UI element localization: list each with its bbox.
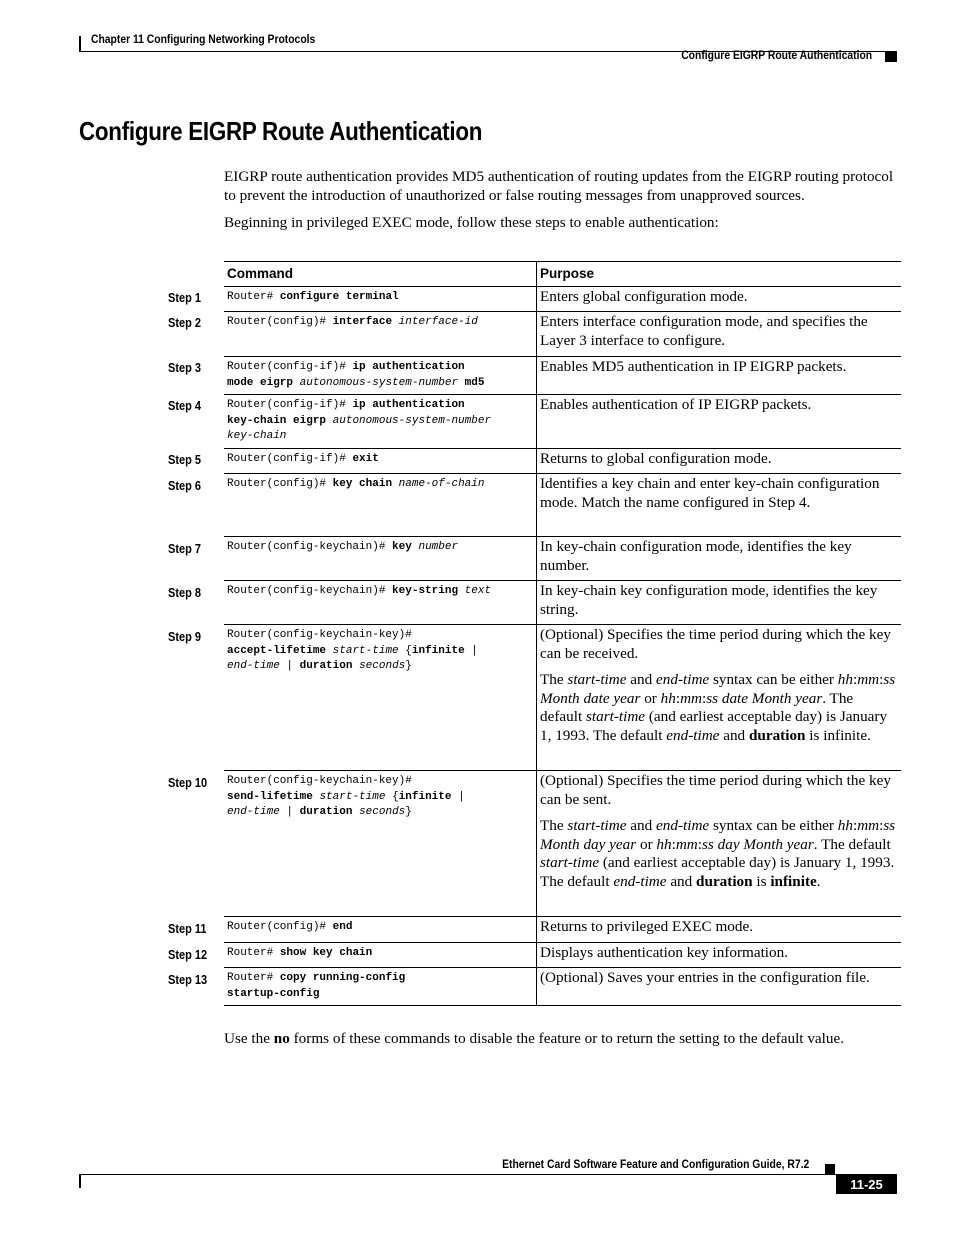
cli-prompt: Router(config)# [227, 921, 327, 933]
cli-prompt: Router# [227, 972, 274, 984]
cli-keyword: interface [332, 316, 393, 328]
cli-prompt: Router(config-if)# [227, 453, 346, 465]
note-term: ss Month day year [540, 817, 896, 853]
page-number: 11-25 [836, 1175, 897, 1194]
cli-argument: seconds [359, 660, 406, 672]
note-term: end-time [656, 817, 710, 834]
command-cell [224, 357, 537, 395]
cli-pipe: | [286, 806, 294, 818]
purpose-cell: Enters global configuration mode. [537, 287, 902, 312]
cli-argument: autonomous-system-number [299, 376, 459, 389]
command-cell [224, 917, 537, 943]
step-label: Step 10 [168, 776, 208, 790]
note-text: or [640, 689, 661, 707]
cli-keyword: startup-config [227, 987, 320, 1000]
note-term: start-time [567, 817, 627, 834]
note-term: hh [837, 671, 853, 688]
note-text: syntax can be either [709, 817, 838, 834]
note-text: : [879, 817, 884, 834]
command-cell [224, 287, 537, 312]
purpose-cell: Returns to global configuration mode. [537, 449, 902, 474]
command-cell [224, 943, 537, 968]
table-row [224, 449, 901, 474]
cli-prompt: Router(config)# [227, 316, 327, 328]
note-text: : [702, 689, 707, 707]
note-term: start-time [567, 671, 627, 688]
table-header-row [224, 262, 901, 287]
cli-prompt: Router(config-if)# [227, 399, 346, 411]
note-text: (and earliest acceptable day) is January 1, 1993. The default [540, 854, 895, 890]
purpose-cell: Enables authentication of IP EIGRP packets. [537, 395, 902, 449]
note-text: . The default [813, 835, 891, 853]
table-row [224, 771, 901, 917]
footer-doc-title: Ethernet Card Software Feature and Configuration Guide, R7.2 [501, 1159, 809, 1171]
header-chapter: Chapter 11 Configuring Networking Protocols [91, 34, 316, 46]
note-term: ss Month date year [540, 671, 896, 707]
note-text: : [697, 835, 703, 853]
cli-keyword: duration [299, 806, 353, 818]
column-header-purpose: Purpose [537, 262, 902, 287]
command-cell [224, 474, 537, 537]
cli-brace: { [392, 790, 399, 803]
purpose-cell [537, 771, 902, 917]
cli-keyword: duration [299, 660, 353, 672]
header-section: Configure EIGRP Route Authentication [681, 50, 872, 62]
step-label: Step 7 [168, 542, 202, 556]
closing-text: Use the [224, 1030, 274, 1047]
cli-argument: end-time [227, 660, 280, 672]
cli-keyword: show key chain [279, 947, 373, 959]
cli-argument: interface-id [398, 316, 478, 328]
step-label: Step 5 [168, 453, 202, 467]
footer-rule [79, 1174, 897, 1175]
note-term: hh [660, 689, 676, 707]
note-text: : [675, 689, 681, 707]
table-row [224, 474, 901, 537]
note-text: is [752, 872, 771, 890]
purpose-text: (Optional) Specifies the time period during which the key can be received. [540, 626, 891, 662]
cli-prompt: Router(config-keychain)# [227, 541, 386, 553]
note-text: syntax can be either [709, 671, 838, 688]
table-row [224, 581, 901, 625]
cli-pipe: | [286, 660, 294, 672]
note-keyword: duration [748, 726, 806, 744]
cli-keyword: ip authentication [352, 399, 465, 411]
note-text: and [626, 817, 657, 834]
purpose-cell: In key-chain configuration mode, identifies the key number. [537, 537, 902, 581]
cli-prompt: Router# [227, 947, 274, 959]
cli-keyword: key [392, 541, 412, 553]
cli-brace: { [405, 644, 412, 657]
cli-keyword: infinite [398, 790, 452, 803]
note-term: hh [837, 817, 853, 834]
cli-pipe: | [471, 644, 478, 657]
cli-keyword: key-string [392, 585, 459, 597]
cli-keyword: infinite [411, 644, 465, 657]
note-term: end-time [613, 872, 667, 890]
purpose-cell: Enables MD5 authentication in IP EIGRP packets. [537, 357, 902, 395]
note-term: mm [675, 835, 698, 853]
command-cell [224, 449, 537, 474]
intro-paragraph: EIGRP route authentication provides MD5 authentication of routing updates from the EIGRP routing protocol to prevent the introduction of unauthorized or false routing messages from unapproved sources. [224, 168, 894, 204]
command-cell [224, 581, 537, 625]
cli-argument: seconds [359, 806, 406, 818]
cli-argument: start-time [319, 790, 386, 803]
cli-prompt: Router(config-keychain-key)# [227, 775, 412, 787]
note-text: and [626, 671, 657, 688]
cli-argument: number [418, 541, 459, 553]
purpose-cell: Enters interface configuration mode, and specifies the Layer 3 interface to configure. [537, 312, 902, 357]
syntax-note [540, 817, 898, 891]
cli-keyword: configure terminal [279, 291, 399, 303]
table-row [224, 357, 901, 395]
note-term: hh [656, 835, 672, 853]
note-term: mm [857, 671, 880, 688]
cli-keyword: send-lifetime [227, 790, 313, 803]
procedure-table [224, 261, 901, 1006]
note-text: The [540, 671, 568, 688]
note-text: The [540, 817, 568, 834]
cli-keyword: copy running-config [279, 972, 406, 984]
purpose-cell [537, 625, 902, 771]
command-cell [224, 625, 537, 771]
purpose-text: (Optional) Specifies the time period during which the key can be sent. [540, 772, 891, 808]
column-header-command: Command [224, 262, 537, 287]
note-term: mm [680, 689, 702, 707]
purpose-cell: In key-chain key configuration mode, identifies the key string. [537, 581, 902, 625]
cli-argument: end-time [227, 806, 280, 818]
note-term: mm [857, 817, 880, 834]
note-text: . [816, 872, 821, 890]
step-label: Step 12 [168, 948, 208, 962]
note-text: or [636, 835, 657, 853]
note-term: end-time [666, 726, 720, 744]
table-row [224, 968, 901, 1006]
cli-keyword: exit [352, 453, 379, 465]
command-cell [224, 771, 537, 917]
closing-keyword: no [273, 1030, 290, 1047]
note-text: is [805, 726, 824, 744]
step-label: Step 6 [168, 479, 202, 493]
purpose-cell: Returns to privileged EXEC mode. [537, 917, 902, 943]
step-label: Step 4 [168, 399, 202, 413]
cli-argument: autonomous-system-number [332, 414, 492, 427]
note-keyword: duration [696, 872, 753, 890]
table-row [224, 287, 901, 312]
purpose-cell: Displays authentication key information. [537, 943, 902, 968]
note-term: start-time [540, 854, 600, 871]
cli-prompt: Router(config-keychain-key)# [227, 629, 412, 641]
step-label: Step 13 [168, 973, 208, 987]
closing-paragraph [224, 1029, 904, 1048]
header-marker [885, 51, 897, 62]
note-text: : [879, 671, 884, 688]
note-text: and [719, 726, 749, 744]
step-label: Step 1 [168, 291, 202, 305]
note-text: (and earliest acceptable day) is January 1, 1993. The default [540, 708, 888, 744]
note-term: end-time [656, 671, 710, 688]
note-text: infinite. [823, 726, 871, 744]
closing-text: forms of these commands to disable the feature or to return the setting to the default value. [289, 1030, 845, 1047]
cli-pipe: | [458, 790, 465, 803]
table-row [224, 312, 901, 357]
note-keyword: infinite [770, 872, 817, 890]
note-term: ss day Month year [702, 835, 814, 853]
cli-keyword: mode eigrp [227, 376, 294, 389]
step-label: Step 11 [168, 922, 207, 936]
step-label: Step 3 [168, 361, 202, 375]
table-row [224, 943, 901, 968]
command-cell [224, 537, 537, 581]
table-row [224, 625, 901, 771]
cli-keyword: md5 [464, 376, 485, 389]
note-text: . The default [540, 689, 854, 725]
table-row [224, 917, 901, 943]
note-term: start-time [585, 708, 646, 725]
note-text: : [852, 671, 858, 688]
step-label: Step 2 [168, 316, 202, 330]
note-text: : [671, 835, 676, 853]
purpose-cell: (Optional) Saves your entries in the configuration file. [537, 968, 902, 1006]
footer-marker [825, 1164, 835, 1174]
purpose-cell: Identifies a key chain and enter key-chain configuration mode. Match the name configured in Step 4. [537, 474, 902, 537]
cli-prompt: Router# [227, 291, 274, 303]
command-cell [224, 312, 537, 357]
command-cell [224, 968, 537, 1006]
cli-keyword: accept-lifetime [227, 644, 327, 657]
cli-brace: } [405, 806, 412, 818]
cli-keyword: key-chain eigrp [227, 414, 327, 427]
page-title: Configure EIGRP Route Authentication [79, 116, 483, 146]
table-row [224, 537, 901, 581]
note-text: : [852, 817, 858, 834]
cli-argument: key-chain [227, 430, 287, 442]
header-left-bar [79, 36, 81, 52]
cli-prompt: Router(config)# [227, 478, 327, 490]
cli-keyword: key chain [332, 478, 393, 490]
note-text: and [666, 872, 697, 890]
intro-instruction: Beginning in privileged EXEC mode, follow these steps to enable authentication: [224, 214, 719, 231]
cli-brace: } [405, 660, 412, 672]
cli-argument: text [464, 585, 492, 597]
step-label: Step 9 [168, 630, 202, 644]
footer-left-bar [79, 1174, 81, 1188]
command-cell [224, 395, 537, 449]
cli-argument: name-of-chain [398, 478, 485, 490]
cli-prompt: Router(config-if)# [227, 361, 346, 373]
table-row [224, 395, 901, 449]
cli-argument: start-time [332, 644, 399, 657]
cli-keyword: ip authentication [352, 361, 465, 373]
step-label: Step 8 [168, 586, 202, 600]
note-term: ss date Month year [706, 689, 823, 707]
syntax-note [540, 671, 898, 745]
cli-keyword: end [332, 921, 353, 933]
cli-prompt: Router(config-keychain)# [227, 585, 386, 597]
